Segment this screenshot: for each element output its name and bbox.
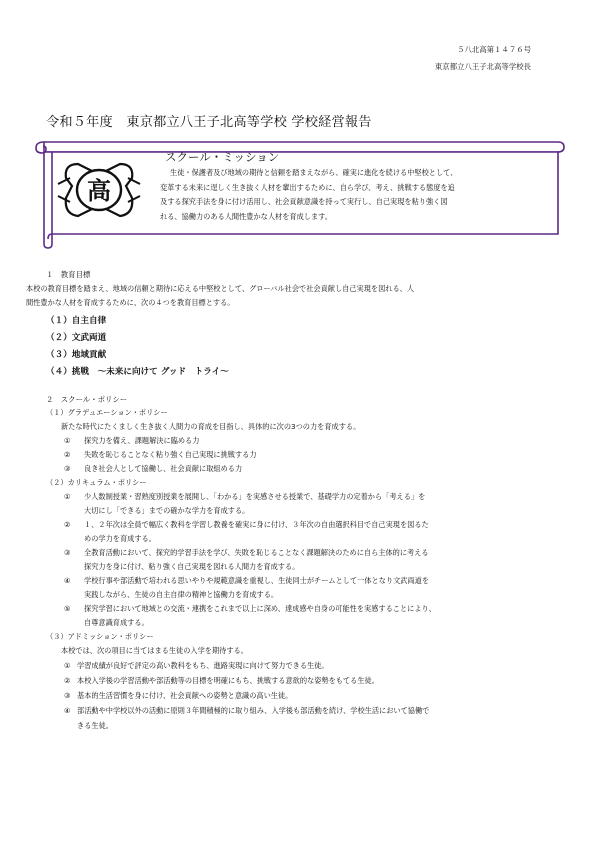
list-item-line: 学校行事や部活動で培われる思いやりや規範意識を重視し、生徒同士がチームとして一体となり文武両道を <box>84 576 430 585</box>
section2-heading: ２ スクール・ポリシー <box>46 395 128 404</box>
goal-item: （１）自主自律 <box>46 316 107 326</box>
list-item-line: 少人数制授業・習熟度別授業を展開し、「わかる」を実感させる授業で、基礎学力の定着から「考える」を <box>84 492 426 501</box>
school-emblem-icon <box>56 158 142 222</box>
section1-intro-line: 間性豊かな人材を育成するために、次の４つを教育目標とする。 <box>26 298 235 307</box>
list-item-line: 自尊意識育成する。 <box>84 618 149 627</box>
list-number: ③ <box>64 464 71 473</box>
list-number: ③ <box>64 548 71 557</box>
graduation-policy-intro: 新たな時代にたくましく生き抜く人間力の育成を目指し、具体的に次の3つの力を育成する。 <box>61 422 361 431</box>
list-number: ④ <box>64 706 71 715</box>
mission-heading: スクール・ミッション <box>165 150 280 164</box>
page-title: 令和５年度 東京都立八王子北高等学校 学校経営報告 <box>46 115 372 130</box>
list-number: ④ <box>64 576 71 585</box>
list-item-line: 部活動や中学校以外の活動に原則３年間積極的に取り組み、入学後も部活動を続け、学校生活において協働で <box>77 706 430 715</box>
mission-line: れる、協働力のある人間性豊かな人材を育成します。 <box>160 212 332 222</box>
list-number: ① <box>64 436 71 445</box>
mission-body <box>160 166 555 225</box>
admission-policy-heading: （３）アドミッション・ポリシー <box>46 632 154 641</box>
list-number: ② <box>64 520 71 529</box>
list-item-line: めの学力を育成する。 <box>84 534 156 543</box>
list-item-line: 基本的生活習慣を身に付け、社会貢献への姿勢と意識の高い生徒。 <box>77 691 293 700</box>
list-number: ③ <box>64 691 71 700</box>
list-number: ⑤ <box>64 604 71 613</box>
list-item-line: 実践しながら、生徒の自主自律の精神と協働力を育成する。 <box>84 590 279 599</box>
list-number: ② <box>64 450 71 459</box>
list-number: ② <box>64 676 71 685</box>
document-number: ５八北高第１４７６号 <box>457 45 531 54</box>
list-item-line: 全教育活動において、探究的学習手法を学び、失敗を恥じることなく課題解決のために自ら主体的に考える <box>84 548 429 557</box>
section1-heading: １ 教育目標 <box>46 270 91 279</box>
list-item-line: きる生徒。 <box>77 721 113 730</box>
list-item: 失敗を恥じることなく粘り強く自己実現に挑戦する力 <box>84 450 257 459</box>
list-item-line: 本校入学後の学習活動や部活動等の目標を明確にもち、挑戦する意欲的な姿勢をもてる生徒。 <box>77 676 379 685</box>
graduation-policy-heading: （１）グラデュエーション・ポリシー <box>46 408 168 417</box>
list-item-line: １、２年次は全員で幅広く教科を学習し教養を確実に身に付け、３年次の自由選択科目で自己実現を図るた <box>84 520 429 529</box>
mission-line: 及する探究手法を身に付け活用し、社会貢献意識を持って実行し、自己実現を粘り強く図 <box>160 197 448 207</box>
goal-item: （２）文武両道 <box>46 333 107 343</box>
mission-line: 生徒・保護者及び地域の期待と信頼を踏まえながら、確実に進化を続ける中堅校として、 <box>170 168 458 177</box>
admission-policy-intro: 本校では、次の項目に当てはまる生徒の入学を期待する。 <box>61 646 248 655</box>
goal-item: （３）地域貢献 <box>46 350 107 360</box>
list-item-line: 大切にし「できる」までの確かな学力を育成する。 <box>84 506 250 515</box>
list-item-line: 探究力を身に付け、粘り強く自己実現を図れる人間力を育成する。 <box>84 562 300 571</box>
emblem-character: 高 <box>87 177 111 205</box>
list-number: ① <box>64 661 71 670</box>
list-item-line: 学習成績が良好で評定の高い教科をもち、進路実現に向けて努力できる生徒。 <box>77 661 329 670</box>
issuer: 東京都立八王子北高等学校長 <box>434 62 531 71</box>
list-item: 探究力を備え、課題解決に臨める力 <box>84 436 200 445</box>
list-item: 良き社会人として協働し、社会貢献に取組める力 <box>84 464 243 473</box>
goal-item: （４）挑戦 ～未来に向けて グッド トライ～ <box>46 367 229 377</box>
curriculum-policy-heading: （２）カリキュラム・ポリシー <box>46 478 147 487</box>
list-item-line: 探究学習において地域との交流・連携をこれまで以上に深め、達成感や自身の可能性を実感することにより、 <box>84 604 436 613</box>
mission-line: 変革する未来に逞しく生き抜く人材を輩出するために、自ら学び、考え、挑戦する態度を追 <box>160 182 455 192</box>
section1-intro-line: 本校の教育目標を踏まえ、地域の信頼と期待に応える中堅校として、グローバル社会で社会貢献し自己実現を図れる、人 <box>26 284 415 293</box>
list-number: ① <box>64 492 71 501</box>
